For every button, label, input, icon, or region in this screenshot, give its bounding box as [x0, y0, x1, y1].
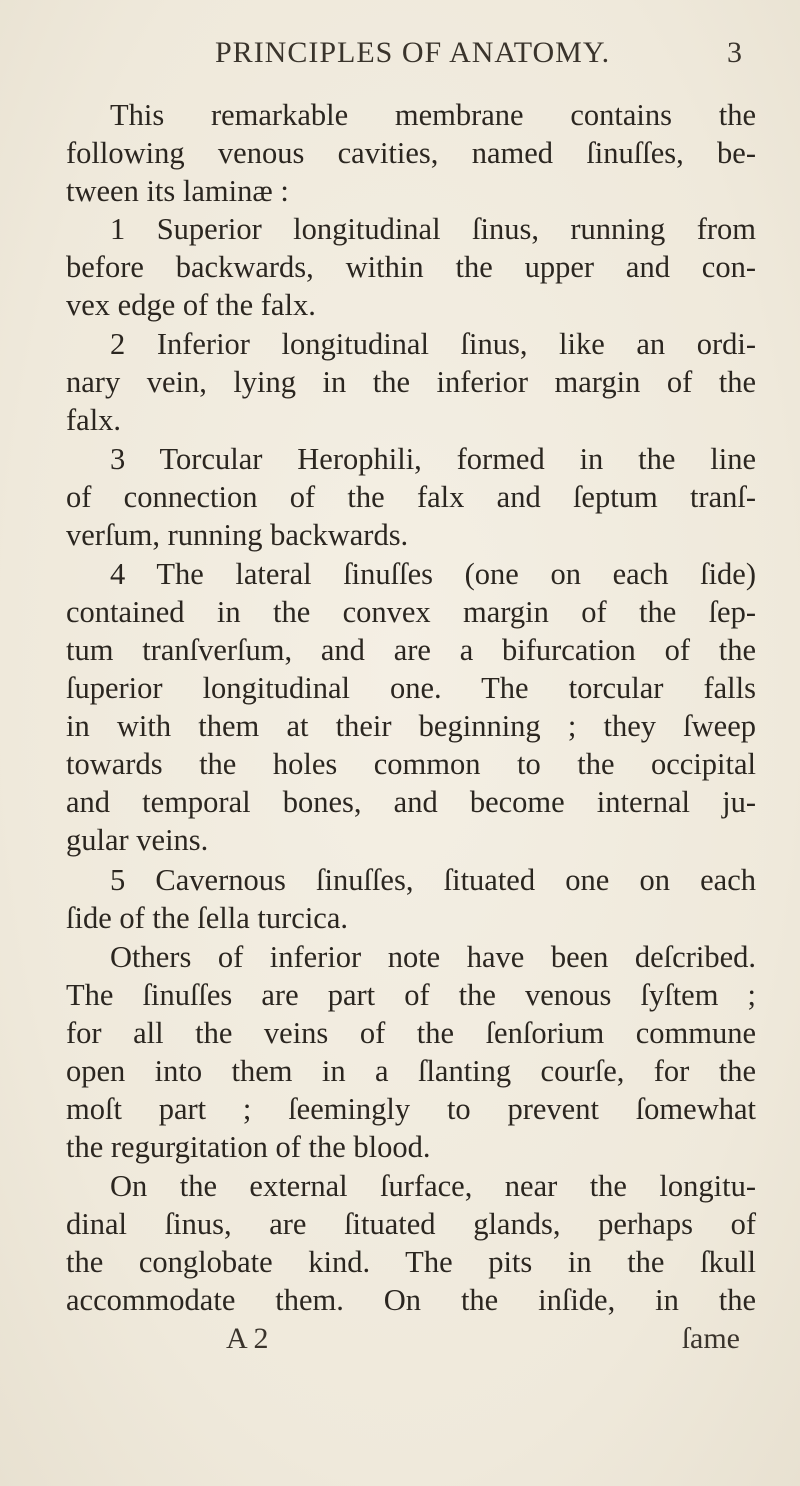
text-line: open into them in a ſlanting courſe, for the: [66, 1054, 756, 1088]
text-line: 5 Cavernous ſinuſſes, ſituated one on each: [110, 863, 756, 897]
text-line: 4 The lateral ſinuſſes (one on each ſide): [110, 557, 756, 591]
text-line: in with them at their beginning ; they ſweep: [66, 709, 756, 743]
text-line: 3 Torcular Herophili, formed in the line: [110, 442, 756, 476]
text-line: On the external ſurface, near the longitu-: [110, 1169, 756, 1203]
text-line: 1 Superior longitudinal ſinus, running from: [110, 212, 756, 246]
text-line: This remarkable membrane contains the: [110, 98, 756, 132]
text-line: falx.: [66, 403, 122, 437]
text-line: for all the veins of the ſenſorium commune: [66, 1016, 756, 1050]
text-line: the conglobate kind. The pits in the ſkull: [66, 1245, 756, 1279]
page-number: 3: [727, 36, 742, 69]
text-line: vex edge of the falx.: [66, 288, 316, 322]
text-line: 2 Inferior longitudinal ſinus, like an ordi-: [110, 327, 756, 361]
text-line: before backwards, within the upper and con-: [66, 250, 756, 284]
text-line: following venous cavities, named ſinuſſes, be-: [66, 136, 756, 170]
signature-mark: A 2: [226, 1322, 269, 1355]
text-line: tween its laminæ :: [66, 174, 289, 208]
text-line: tum tranſverſum, and are a bifurcation of the: [66, 633, 756, 667]
text-line: the regurgitation of the blood.: [66, 1130, 431, 1164]
text-line: Others of inferior note have been deſcribed.: [110, 940, 756, 974]
text-line: of connection of the falx and ſeptum tranſ-: [66, 480, 756, 514]
catchword: ſame: [681, 1322, 740, 1355]
text-line: contained in the convex margin of the ſep-: [66, 595, 756, 629]
text-line: verſum, running backwards.: [66, 518, 409, 552]
text-line: dinal ſinus, are ſituated glands, perhaps of: [66, 1207, 756, 1241]
text-line: ſuperior longitudinal one. The torcular falls: [66, 671, 756, 705]
running-title: PRINCIPLES OF ANATOMY.: [215, 36, 611, 69]
text-line: The ſinuſſes are part of the venous ſyſtem ;: [66, 978, 756, 1012]
text-line: moſt part ; ſeemingly to prevent ſomewhat: [66, 1092, 756, 1126]
text-line: accommodate them. On the inſide, in the: [66, 1283, 756, 1317]
text-line: gular veins.: [66, 823, 209, 857]
text-line: ſide of the ſella turcica.: [66, 901, 348, 935]
text-line: nary vein, lying in the inferior margin of the: [66, 365, 756, 399]
text-line: and temporal bones, and become internal ju-: [66, 785, 756, 819]
text-line: towards the holes common to the occipital: [66, 747, 756, 781]
running-head: [0, 36, 800, 76]
